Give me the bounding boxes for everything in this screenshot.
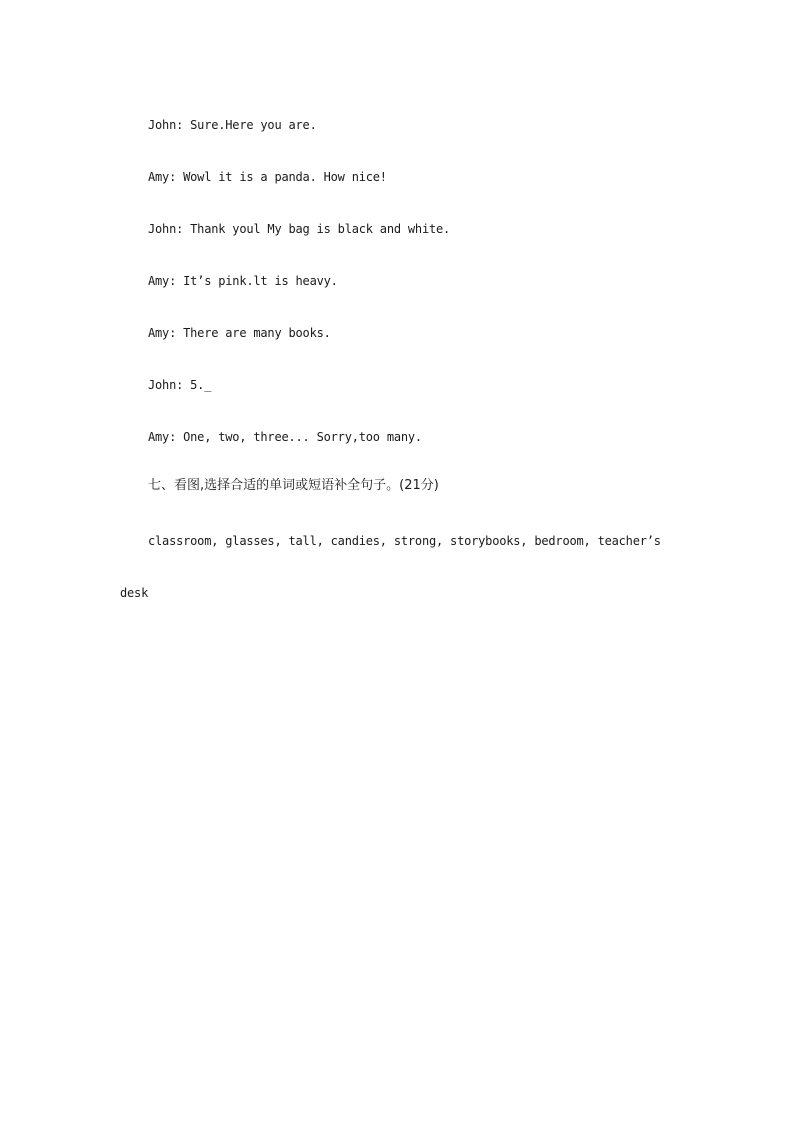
dialogue-line-blank: John: 5._ xyxy=(148,378,212,392)
word-bank-line-continued: desk xyxy=(120,586,149,600)
section-heading: 七、看图,选择合适的单词或短语补全句子。(21分) xyxy=(148,478,439,493)
dialogue-line: John: Sure.Here you are. xyxy=(148,118,317,132)
dialogue-line: Amy: Wowl it is a panda. How nice! xyxy=(148,170,387,184)
dialogue-line: Amy: It’s pink.lt is heavy. xyxy=(148,274,338,288)
dialogue-line: Amy: There are many books. xyxy=(148,326,331,340)
dialogue-line: Amy: One, two, three... Sorry,too many. xyxy=(148,430,422,444)
dialogue-line: John: Thank youl My bag is black and white. xyxy=(148,222,451,236)
word-bank-line: classroom, glasses, tall, candies, strong, storybooks, bedroom, teacher’s xyxy=(148,534,661,548)
